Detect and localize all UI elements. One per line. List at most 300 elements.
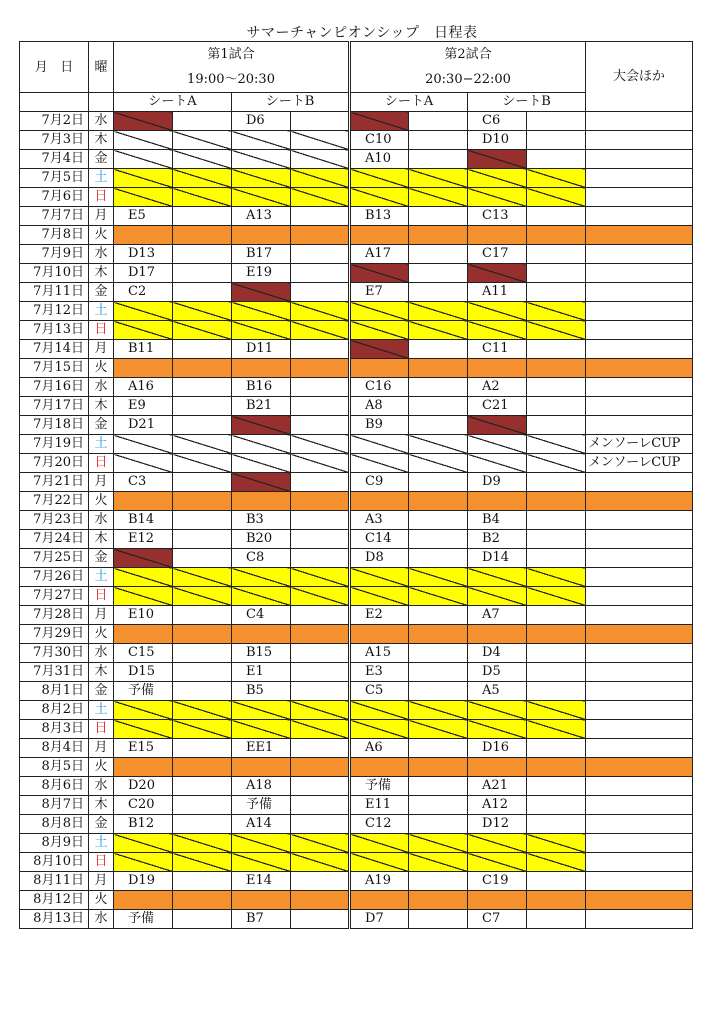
closed-cell: [291, 435, 350, 454]
match-cell: E12: [114, 530, 173, 549]
row-note: [586, 644, 693, 663]
match-cell: [527, 397, 586, 416]
table-row: [20, 682, 693, 701]
closed-cell: [291, 131, 350, 150]
match-cell: D4: [468, 644, 527, 663]
row-weekday: 木: [89, 530, 114, 549]
match-cell: [173, 340, 232, 359]
match-cell: [527, 549, 586, 568]
closed-cell: [409, 454, 468, 473]
match-cell: [173, 530, 232, 549]
match-cell: C15: [114, 644, 173, 663]
match-cell: 予備: [350, 777, 409, 796]
row-note: [586, 321, 693, 340]
table-row: [20, 150, 693, 169]
weekend-closed-cell: [468, 188, 527, 207]
match-cell: B13: [350, 207, 409, 226]
row-note: [586, 492, 693, 511]
match-cell: C16: [350, 378, 409, 397]
unavailable-cell: [232, 473, 291, 492]
table-row: [20, 815, 693, 834]
off-day-cell: [468, 492, 527, 511]
match-cell: [173, 207, 232, 226]
match-cell: [409, 131, 468, 150]
row-weekday: 水: [89, 644, 114, 663]
match-cell: C21: [468, 397, 527, 416]
off-day-cell: [291, 758, 350, 777]
match-cell: [173, 644, 232, 663]
header-game2: 第2試合: [350, 42, 586, 68]
off-day-cell: [468, 758, 527, 777]
weekend-closed-cell: [173, 587, 232, 606]
table-row: [20, 283, 693, 302]
match-cell: [173, 378, 232, 397]
off-day-cell: [468, 891, 527, 910]
match-cell: [173, 473, 232, 492]
weekend-closed-cell: [291, 568, 350, 587]
row-weekday: 月: [89, 739, 114, 758]
header-game1-time: 19:00～20:30: [114, 67, 350, 93]
page-title: サマーチャンピオンシップ 日程表: [246, 25, 478, 41]
match-cell: B2: [468, 530, 527, 549]
weekend-closed-cell: [350, 321, 409, 340]
row-note: メンソーレCUP: [586, 454, 693, 473]
match-cell: [173, 796, 232, 815]
match-cell: 予備: [114, 910, 173, 929]
row-date: 7月16日: [20, 378, 89, 397]
match-cell: [291, 606, 350, 625]
match-cell: 予備: [114, 682, 173, 701]
match-cell: [291, 663, 350, 682]
row-note: [586, 131, 693, 150]
match-cell: [409, 264, 468, 283]
match-cell: A21: [468, 777, 527, 796]
row-date: 7月11日: [20, 283, 89, 302]
match-cell: [527, 264, 586, 283]
table-row: [20, 492, 693, 511]
match-cell: D12: [468, 815, 527, 834]
match-cell: D6: [232, 112, 291, 131]
off-day-cell: [468, 359, 527, 378]
match-cell: [527, 378, 586, 397]
unavailable-cell: [350, 264, 409, 283]
match-cell: [409, 378, 468, 397]
match-cell: D13: [114, 245, 173, 264]
closed-cell: [173, 435, 232, 454]
weekend-closed-cell: [409, 188, 468, 207]
weekend-closed-cell: [173, 321, 232, 340]
match-cell: C12: [350, 815, 409, 834]
closed-cell: [232, 131, 291, 150]
row-date: 8月4日: [20, 739, 89, 758]
row-weekday: 月: [89, 207, 114, 226]
closed-cell: [468, 435, 527, 454]
match-cell: B12: [114, 815, 173, 834]
row-weekday: 金: [89, 549, 114, 568]
weekend-closed-cell: [173, 169, 232, 188]
table-row: [20, 910, 693, 929]
match-cell: C5: [350, 682, 409, 701]
match-cell: D16: [468, 739, 527, 758]
row-weekday: 月: [89, 473, 114, 492]
match-cell: [173, 739, 232, 758]
row-date: 7月23日: [20, 511, 89, 530]
table-row: [20, 416, 693, 435]
weekend-closed-cell: [527, 568, 586, 587]
match-cell: [527, 777, 586, 796]
weekend-closed-cell: [350, 834, 409, 853]
match-cell: E2: [350, 606, 409, 625]
match-cell: [409, 245, 468, 264]
table-row: [20, 587, 693, 606]
row-date: 7月24日: [20, 530, 89, 549]
match-cell: [291, 815, 350, 834]
table-row: [20, 625, 693, 644]
match-cell: [173, 606, 232, 625]
row-note: [586, 606, 693, 625]
match-cell: C7: [468, 910, 527, 929]
match-cell: D17: [114, 264, 173, 283]
weekend-closed-cell: [114, 568, 173, 587]
table-row: [20, 663, 693, 682]
weekend-closed-cell: [468, 853, 527, 872]
match-cell: [527, 416, 586, 435]
row-note: [586, 530, 693, 549]
match-cell: [409, 473, 468, 492]
off-day-cell: [291, 492, 350, 511]
weekend-closed-cell: [409, 853, 468, 872]
match-cell: D19: [114, 872, 173, 891]
row-date: 7月30日: [20, 644, 89, 663]
header-weekday: 曜: [89, 42, 114, 93]
match-cell: [527, 682, 586, 701]
header-g2-sheet-a: シートA: [350, 93, 468, 112]
match-cell: [409, 910, 468, 929]
off-day-cell: [527, 226, 586, 245]
weekend-closed-cell: [114, 587, 173, 606]
row-weekday: 土: [89, 435, 114, 454]
match-cell: A6: [350, 739, 409, 758]
row-date: 8月2日: [20, 701, 89, 720]
match-cell: D8: [350, 549, 409, 568]
row-weekday: 火: [89, 226, 114, 245]
weekend-closed-cell: [291, 701, 350, 720]
match-cell: [291, 264, 350, 283]
closed-cell: [291, 454, 350, 473]
weekend-closed-cell: [468, 169, 527, 188]
match-cell: C9: [350, 473, 409, 492]
weekend-closed-cell: [350, 169, 409, 188]
unavailable-cell: [468, 416, 527, 435]
match-cell: A11: [468, 283, 527, 302]
match-cell: A10: [350, 150, 409, 169]
row-date: 7月2日: [20, 112, 89, 131]
closed-cell: [232, 435, 291, 454]
row-weekday: 水: [89, 511, 114, 530]
match-cell: D5: [468, 663, 527, 682]
row-note: [586, 796, 693, 815]
match-cell: [527, 131, 586, 150]
row-date: 7月18日: [20, 416, 89, 435]
row-date: 7月12日: [20, 302, 89, 321]
weekend-closed-cell: [173, 188, 232, 207]
match-cell: [409, 397, 468, 416]
off-day-cell: [232, 891, 291, 910]
unavailable-cell: [350, 340, 409, 359]
off-day-cell: [291, 226, 350, 245]
weekend-closed-cell: [173, 720, 232, 739]
match-cell: B3: [232, 511, 291, 530]
match-cell: E5: [114, 207, 173, 226]
weekend-closed-cell: [409, 568, 468, 587]
table-row: [20, 454, 693, 473]
header-g1-sheet-b: シートB: [232, 93, 350, 112]
row-note: [586, 416, 693, 435]
table-row: [20, 758, 693, 777]
match-cell: [291, 283, 350, 302]
match-cell: [409, 150, 468, 169]
match-cell: [291, 910, 350, 929]
weekend-closed-cell: [527, 720, 586, 739]
match-cell: C17: [468, 245, 527, 264]
row-weekday: 水: [89, 378, 114, 397]
unavailable-cell: [114, 549, 173, 568]
off-day-cell: [350, 492, 409, 511]
match-cell: [409, 340, 468, 359]
row-weekday: 火: [89, 891, 114, 910]
weekend-closed-cell: [409, 701, 468, 720]
row-weekday: 水: [89, 910, 114, 929]
off-day-cell: [409, 758, 468, 777]
match-cell: [291, 416, 350, 435]
row-note: メンソーレCUP: [586, 435, 693, 454]
table-row: [20, 378, 693, 397]
weekend-closed-cell: [527, 321, 586, 340]
match-cell: A17: [350, 245, 409, 264]
off-day-cell: [409, 226, 468, 245]
match-cell: [291, 397, 350, 416]
row-note: [586, 625, 693, 644]
match-cell: [527, 283, 586, 302]
match-cell: [409, 682, 468, 701]
weekend-closed-cell: [409, 834, 468, 853]
match-cell: A8: [350, 397, 409, 416]
match-cell: [291, 473, 350, 492]
match-cell: [527, 150, 586, 169]
match-cell: [291, 245, 350, 264]
off-day-cell: [350, 891, 409, 910]
row-note: [586, 473, 693, 492]
table-row: [20, 720, 693, 739]
weekend-closed-cell: [232, 701, 291, 720]
weekend-closed-cell: [291, 720, 350, 739]
row-date: 8月11日: [20, 872, 89, 891]
weekend-closed-cell: [232, 587, 291, 606]
weekend-closed-cell: [114, 853, 173, 872]
row-date: 7月26日: [20, 568, 89, 587]
row-date: 7月25日: [20, 549, 89, 568]
row-date: 7月3日: [20, 131, 89, 150]
weekend-closed-cell: [114, 169, 173, 188]
match-cell: [409, 796, 468, 815]
match-cell: C10: [350, 131, 409, 150]
closed-cell: [527, 454, 586, 473]
weekend-closed-cell: [114, 302, 173, 321]
match-cell: 予備: [232, 796, 291, 815]
weekend-closed-cell: [173, 701, 232, 720]
row-weekday: 金: [89, 150, 114, 169]
header-game2-time: 20:30−22:00: [350, 67, 586, 93]
weekend-closed-cell: [350, 853, 409, 872]
off-day-cell: [114, 492, 173, 511]
match-cell: [409, 549, 468, 568]
match-cell: B14: [114, 511, 173, 530]
closed-cell: [114, 150, 173, 169]
weekend-closed-cell: [291, 321, 350, 340]
row-date: 7月19日: [20, 435, 89, 454]
row-weekday: 木: [89, 663, 114, 682]
match-cell: [527, 473, 586, 492]
match-cell: E19: [232, 264, 291, 283]
row-date: 7月14日: [20, 340, 89, 359]
match-cell: E15: [114, 739, 173, 758]
table-row: [20, 112, 693, 131]
row-note: [586, 397, 693, 416]
row-note: [586, 853, 693, 872]
row-weekday: 火: [89, 758, 114, 777]
match-cell: [527, 663, 586, 682]
match-cell: C19: [468, 872, 527, 891]
weekend-closed-cell: [291, 302, 350, 321]
table-row: [20, 188, 693, 207]
match-cell: [173, 777, 232, 796]
row-weekday: 木: [89, 264, 114, 283]
table-row: [20, 473, 693, 492]
match-cell: [173, 283, 232, 302]
match-cell: [527, 739, 586, 758]
weekend-closed-cell: [468, 834, 527, 853]
table-row: [20, 606, 693, 625]
weekend-closed-cell: [350, 587, 409, 606]
weekend-closed-cell: [291, 834, 350, 853]
match-cell: A7: [468, 606, 527, 625]
match-cell: C11: [468, 340, 527, 359]
header-month-day: [20, 42, 89, 93]
row-date: 7月27日: [20, 587, 89, 606]
table-row: [20, 169, 693, 188]
off-day-cell: [350, 359, 409, 378]
table-row: [20, 739, 693, 758]
match-cell: [409, 663, 468, 682]
match-cell: B20: [232, 530, 291, 549]
row-note: [586, 910, 693, 929]
match-cell: C8: [232, 549, 291, 568]
closed-cell: [232, 454, 291, 473]
match-cell: [527, 815, 586, 834]
row-date: 8月6日: [20, 777, 89, 796]
row-weekday: 月: [89, 606, 114, 625]
weekend-closed-cell: [173, 834, 232, 853]
match-cell: E10: [114, 606, 173, 625]
row-note: [586, 511, 693, 530]
table-row: [20, 131, 693, 150]
off-day-cell: [350, 625, 409, 644]
match-cell: C4: [232, 606, 291, 625]
match-cell: [527, 340, 586, 359]
closed-cell: [291, 150, 350, 169]
row-date: 7月6日: [20, 188, 89, 207]
match-cell: A14: [232, 815, 291, 834]
match-cell: C14: [350, 530, 409, 549]
weekend-closed-cell: [114, 834, 173, 853]
unavailable-cell: [232, 283, 291, 302]
weekend-closed-cell: [527, 587, 586, 606]
weekend-closed-cell: [409, 720, 468, 739]
match-cell: [291, 549, 350, 568]
table-row: [20, 264, 693, 283]
closed-cell: [350, 454, 409, 473]
match-cell: B16: [232, 378, 291, 397]
match-cell: A13: [232, 207, 291, 226]
row-weekday: 金: [89, 815, 114, 834]
weekend-closed-cell: [350, 720, 409, 739]
row-weekday: 水: [89, 245, 114, 264]
row-weekday: 木: [89, 397, 114, 416]
match-cell: A12: [468, 796, 527, 815]
header-other: 大会ほか: [586, 42, 693, 112]
weekend-closed-cell: [232, 853, 291, 872]
off-day-cell: [468, 625, 527, 644]
table-row: [20, 435, 693, 454]
off-day-cell: [173, 226, 232, 245]
row-weekday: 木: [89, 131, 114, 150]
weekend-closed-cell: [350, 302, 409, 321]
match-cell: [527, 511, 586, 530]
row-weekday: 月: [89, 340, 114, 359]
row-note: [586, 568, 693, 587]
weekend-closed-cell: [527, 701, 586, 720]
off-day-cell: [232, 492, 291, 511]
weekend-closed-cell: [173, 853, 232, 872]
row-note: [586, 169, 693, 188]
match-cell: [409, 112, 468, 131]
match-cell: A18: [232, 777, 291, 796]
closed-cell: [409, 435, 468, 454]
weekend-closed-cell: [291, 587, 350, 606]
row-date: 8月12日: [20, 891, 89, 910]
table-row: [20, 834, 693, 853]
off-day-cell: [114, 758, 173, 777]
row-weekday: 日: [89, 454, 114, 473]
table-row: [20, 245, 693, 264]
match-cell: [527, 796, 586, 815]
match-cell: E3: [350, 663, 409, 682]
table-row: [20, 207, 693, 226]
off-day-cell: [468, 226, 527, 245]
match-cell: [527, 207, 586, 226]
table-row: [20, 359, 693, 378]
match-cell: [527, 910, 586, 929]
match-cell: [173, 663, 232, 682]
row-weekday: 火: [89, 359, 114, 378]
match-cell: E9: [114, 397, 173, 416]
match-cell: [291, 777, 350, 796]
match-cell: [409, 511, 468, 530]
weekend-closed-cell: [232, 834, 291, 853]
off-day-cell: [291, 359, 350, 378]
match-cell: [409, 530, 468, 549]
row-weekday: 土: [89, 568, 114, 587]
